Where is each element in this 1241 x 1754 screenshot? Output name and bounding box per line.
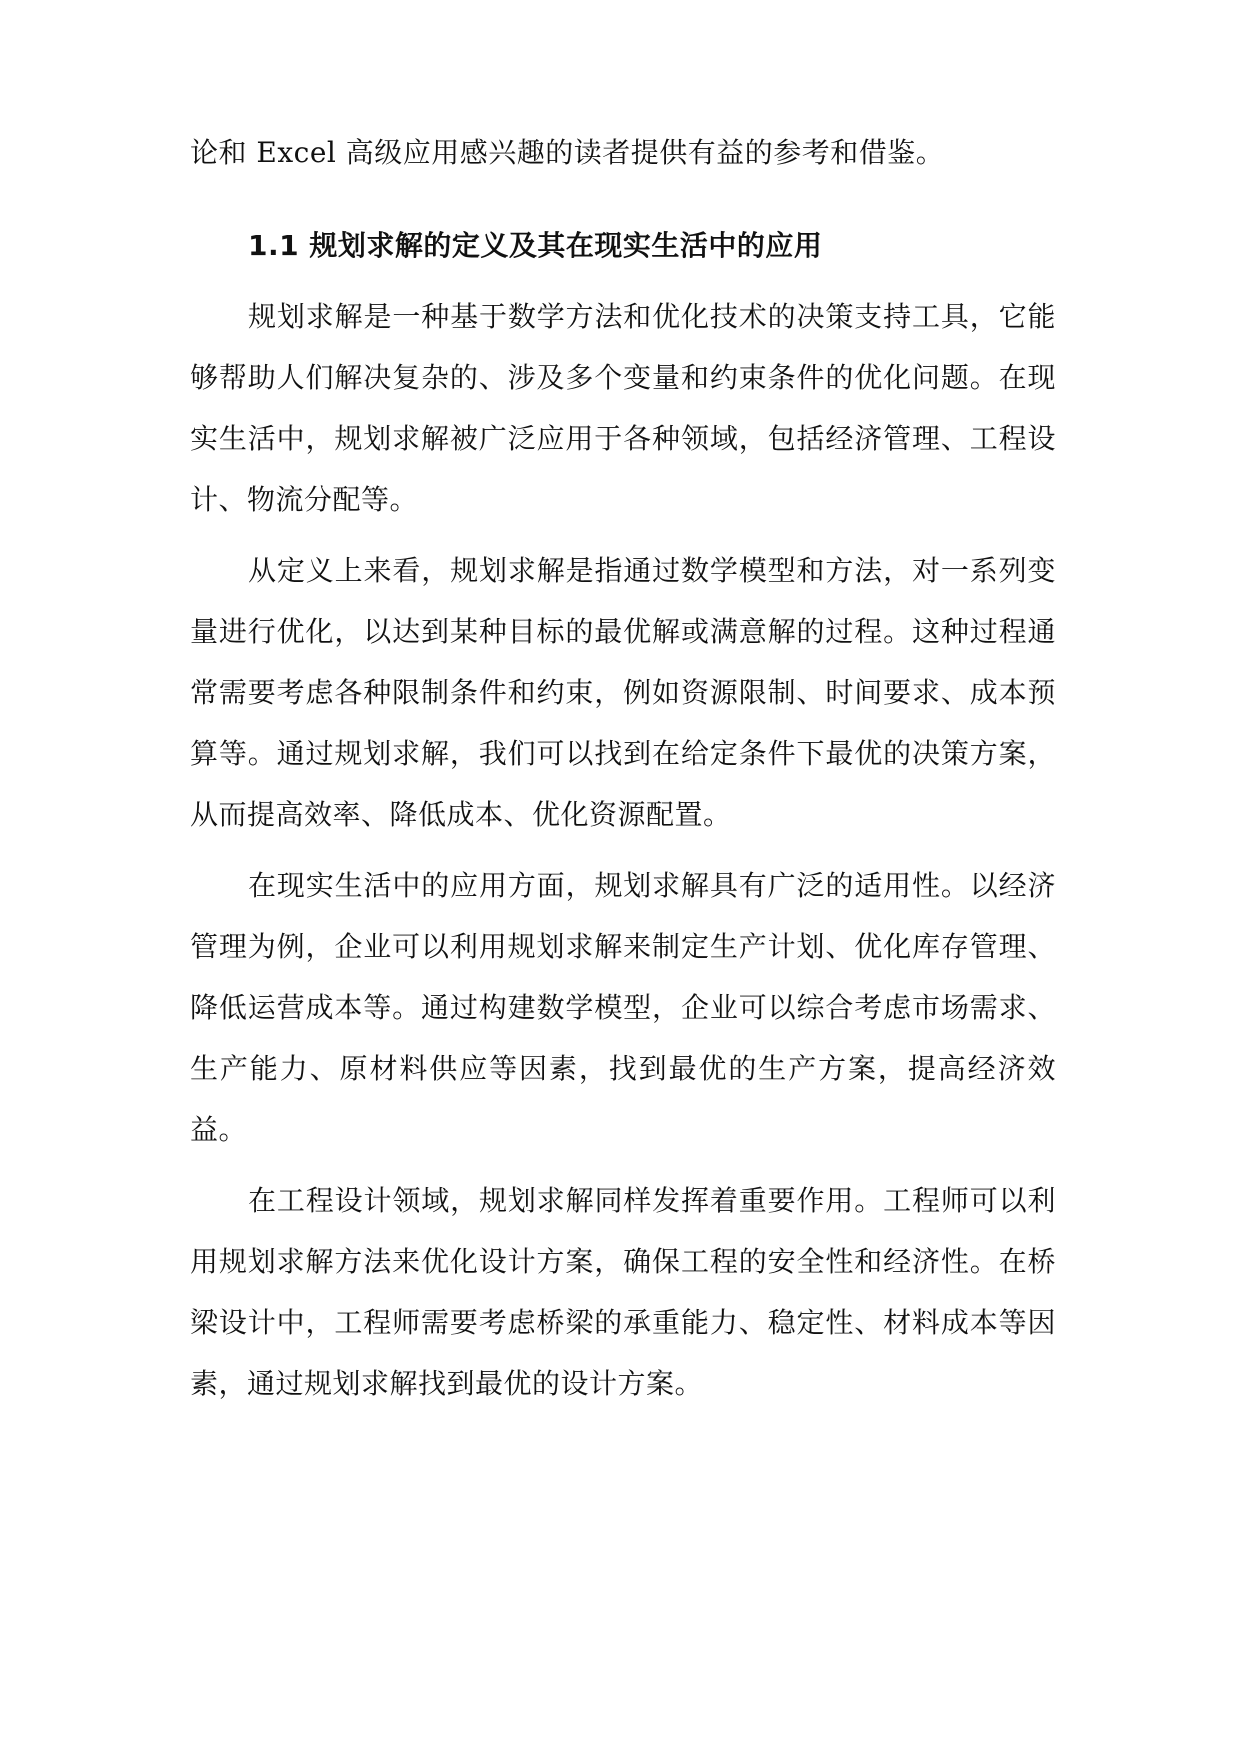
paragraph-definition: 从定义上来看，规划求解是指通过数学模型和方法，对一系列变量进行优化，以达到某种目标的最优解或满意解的过程。这种过程通常需要考虑各种限制条件和约束，例如资源限制、时间要求、成本预算等。通过规划求解，我们可以找到在给定条件下最优的决策方案，从而提高效率、降低成本、优化资源配置。 [190, 554, 1056, 831]
paragraph-economic-application: 在现实生活中的应用方面，规划求解具有广泛的适用性。以经济管理为例，企业可以利用规划求解来制定生产计划、优化库存管理、降低运营成本等。通过构建数学模型，企业可以综合考虑市场需求、生产能力、原材料供应等因素，找到最优的生产方案，提高经济效益。 [190, 869, 1056, 1146]
intro-tail-paragraph: 论和 Excel 高级应用感兴趣的读者提供有益的参考和借鉴。 [190, 136, 945, 169]
paragraph-definition-intro: 规划求解是一种基于数学方法和优化技术的决策支持工具，它能够帮助人们解决复杂的、涉及多个变量和约束条件的优化问题。在现实生活中，规划求解被广泛应用于各种领域，包括经济管理、工程设计、物流分配等。 [190, 300, 1056, 516]
body-text [190, 122, 1056, 1414]
section-heading: 1.1 规划求解的定义及其在现实生活中的应用 [248, 229, 823, 262]
paragraph-engineering-application: 在工程设计领域，规划求解同样发挥着重要作用。工程师可以利用规划求解方法来优化设计方案，确保工程的安全性和经济性。在桥梁设计中，工程师需要考虑桥梁的承重能力、稳定性、材料成本等因素，通过规划求解找到最优的设计方案。 [190, 1184, 1056, 1400]
